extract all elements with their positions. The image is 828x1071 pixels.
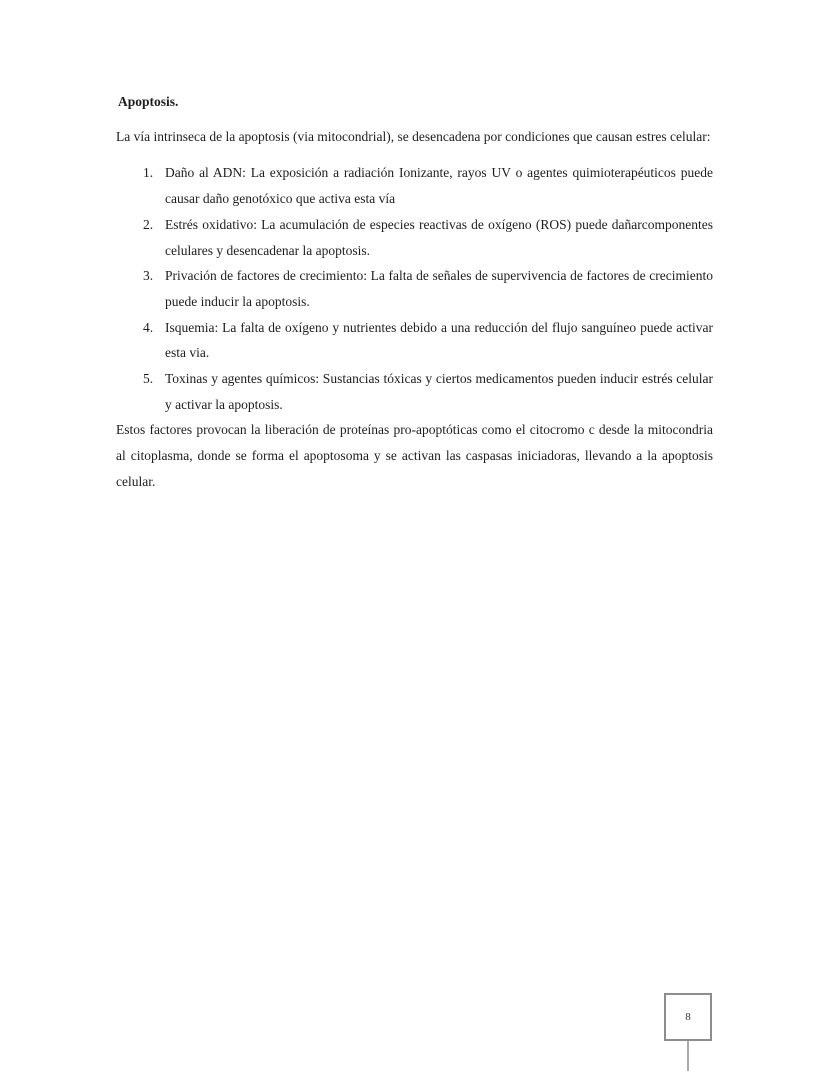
- section-heading: Apoptosis.: [118, 94, 179, 109]
- list-item-text: Isquemia: La falta de oxígeno y nutrientes debido a una reducción del flujo sanguíneo puede activar esta via.: [165, 319, 713, 361]
- list-item-text: Toxinas y agentes químicos: Sustancias tóxicas y ciertos medicamentos pueden inducir estrés celular y activar la apoptosis.: [165, 371, 713, 412]
- list-item-number: 1.: [143, 165, 154, 181]
- list-item-number: 5.: [143, 371, 154, 387]
- page-number: 8: [685, 1011, 691, 1023]
- list-item-number: 4.: [143, 319, 154, 335]
- list-item-text: Estrés oxidativo: La acumulación de especies reactivas de oxígeno (ROS) puede dañarcomponentes celulares y desencadenar la apoptosis.: [165, 216, 713, 258]
- list-item: [116, 263, 713, 314]
- list-item: [116, 212, 713, 263]
- closing-paragraph: Estos factores provocan la liberación de proteínas pro-apoptóticas como el citocromo c desde la mitocondria al citoplasma, donde se forma el apoptosoma y se activan las caspasas iniciadoras, llevando a la apoptosis celular.: [116, 422, 713, 489]
- list-item-text: Privación de factores de crecimiento: La falta de señales de supervivencia de factores de crecimiento puede inducir la apoptosis.: [165, 268, 713, 309]
- page-number-box: [664, 993, 712, 1041]
- list-item: [116, 366, 713, 417]
- list-item: [116, 160, 713, 211]
- list-item-text: Daño al ADN: La exposición a radiación Ionizante, rayos UV o agentes quimioterapéuticos puede causar daño genotóxico que activa esta vía: [165, 165, 713, 207]
- document-body: [116, 89, 713, 495]
- list-item: [116, 315, 713, 366]
- list-item-number: 3.: [143, 268, 154, 284]
- intro-paragraph: La vía intrinseca de la apoptosis (via mitocondrial), se desencadena por condiciones que causan estres celular:: [116, 128, 711, 144]
- causes-list: [116, 160, 713, 417]
- list-item-number: 2.: [143, 216, 154, 232]
- page-number-connector-line: [687, 1041, 689, 1071]
